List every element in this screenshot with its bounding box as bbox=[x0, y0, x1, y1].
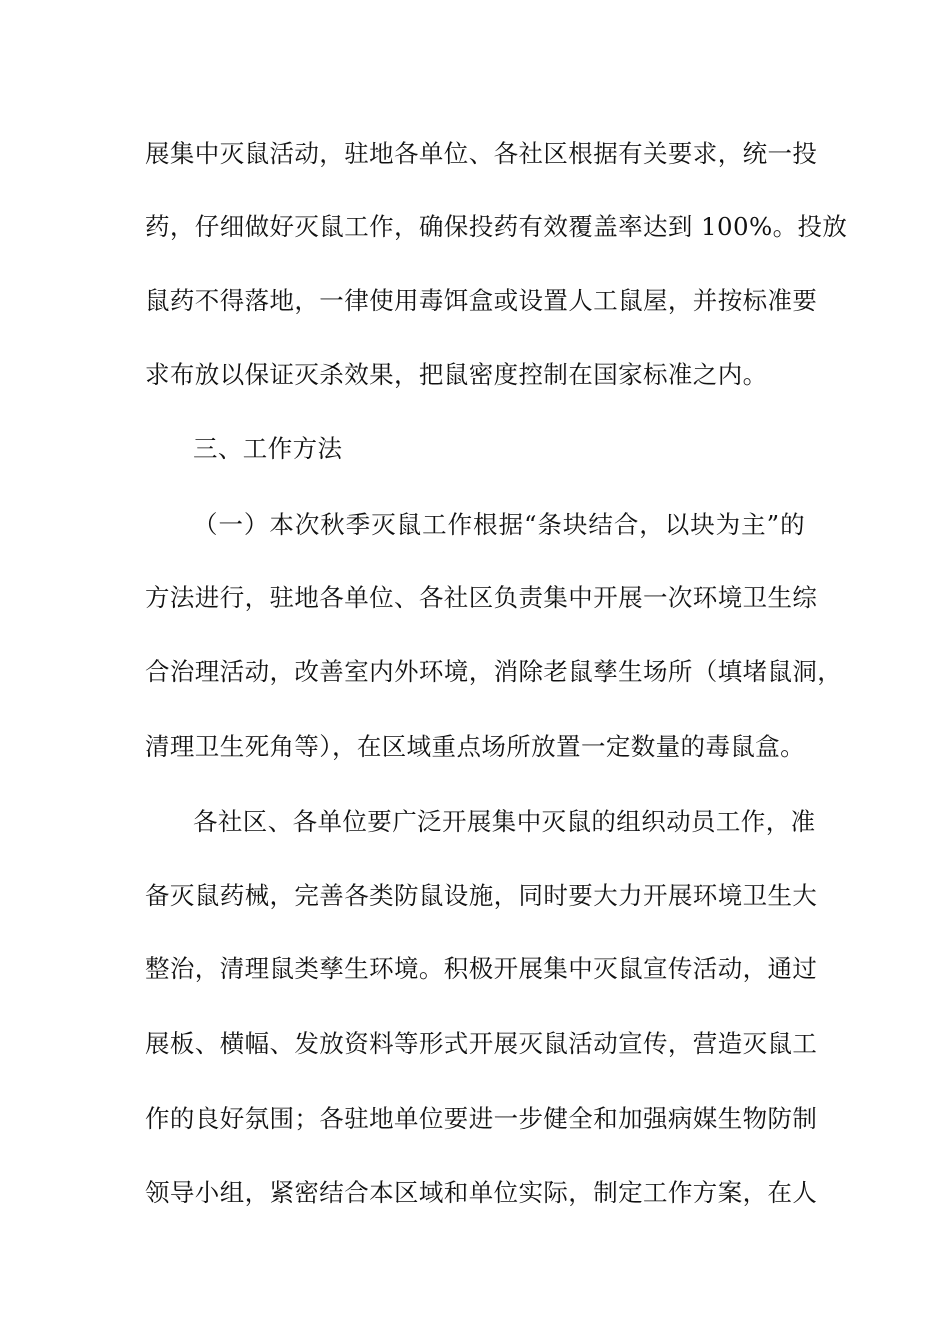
paragraph-line: 各社区、各单位要广泛开展集中灭鼠的组织动员工作，准 bbox=[193, 807, 816, 836]
paragraph-line: 展板、横幅、发放资料等形式开展灭鼠活动宣传，营造灭鼠工 bbox=[145, 1029, 818, 1058]
paragraph-line: 备灭鼠药械，完善各类防鼠设施，同时要大力开展环境卫生大 bbox=[145, 881, 818, 910]
paragraph-line: 展集中灭鼠活动，驻地各单位、各社区根据有关要求，统一投 bbox=[145, 139, 818, 168]
paragraph-line: 领导小组，紧密结合本区域和单位实际，制定工作方案，在人 bbox=[145, 1178, 818, 1207]
paragraph-line: （一）本次秋季灭鼠工作根据“条块结合，以块为主”的 bbox=[193, 510, 805, 539]
paragraph-line: 鼠药不得落地，一律使用毒饵盒或设置人工鼠屋，并按标准要 bbox=[145, 286, 818, 315]
paragraph-line: 方法进行，驻地各单位、各社区负责集中开展一次环境卫生综 bbox=[145, 583, 818, 612]
section-heading: 三、工作方法 bbox=[193, 434, 343, 463]
paragraph-line: 求布放以保证灭杀效果，把鼠密度控制在国家标准之内。 bbox=[145, 360, 768, 389]
paragraph-line: 作的良好氛围；各驻地单位要进一步健全和加强病媒生物防制 bbox=[145, 1104, 818, 1133]
paragraph-line: 药，仔细做好灭鼠工作，确保投药有效覆盖率达到 100%。投放 bbox=[145, 212, 848, 241]
paragraph-line: 整治，清理鼠类孳生环境。积极开展集中灭鼠宣传活动，通过 bbox=[145, 954, 818, 983]
paragraph-line: 合治理活动，改善室内外环境，消除老鼠孳生场所（填堵鼠洞， bbox=[145, 657, 843, 686]
paragraph-line: 清理卫生死角等），在区域重点场所放置一定数量的毒鼠盒。 bbox=[145, 732, 806, 761]
